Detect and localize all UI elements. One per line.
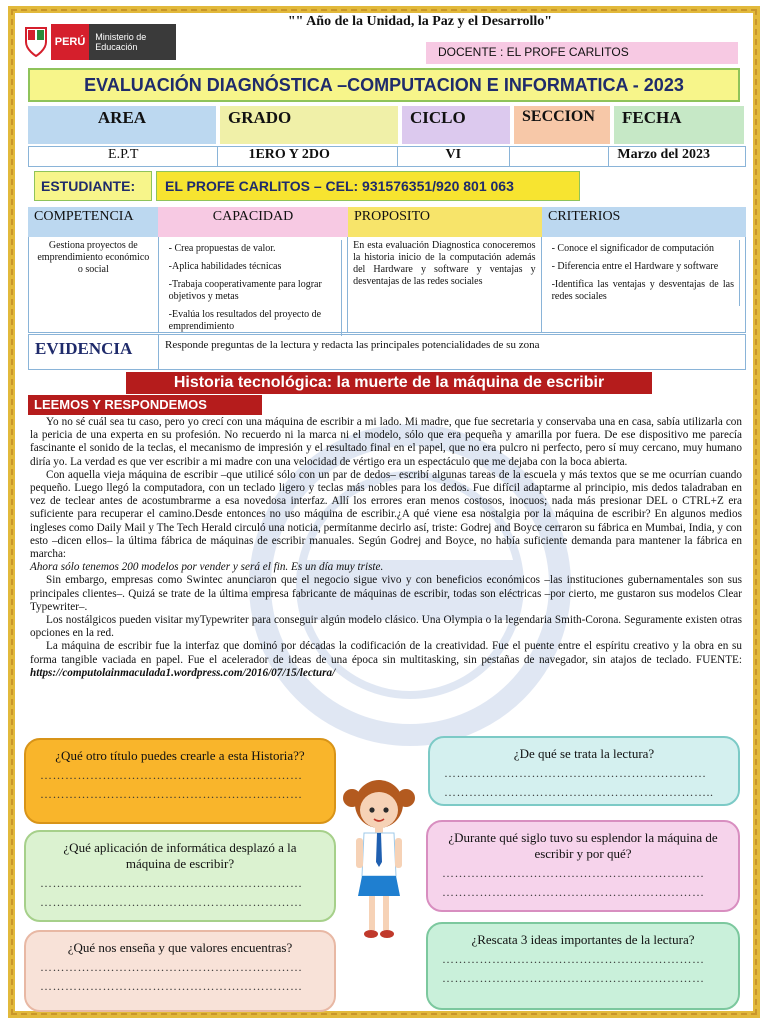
story-title: Historia tecnológica: la muerte de la máquina de escribir	[126, 372, 652, 394]
question-text: ¿Qué otro título puedes crearle a esta Historia??	[55, 748, 305, 763]
section-label: LEEMOS Y RESPONDEMOS	[28, 395, 262, 415]
proposito-text: En esta evaluación Diagnostica conoceremos la historia inicio de la computación además del Hardware y software y ventajas y desventajas de las redes sociales	[348, 237, 541, 332]
header-fecha: FECHA	[614, 106, 744, 144]
competence-table	[28, 207, 746, 333]
student-field[interactable]: EL PROFE CARLITOS – CEL: 931576351/920 801 063	[156, 171, 580, 201]
docente-label: DOCENTE : EL PROFE CARLITOS	[426, 42, 738, 64]
schoolgirl-illustration	[338, 772, 420, 952]
capacidad-item: -Aplica habilidades técnicas	[164, 258, 342, 276]
answer-line[interactable]: ………………………………………………………	[40, 960, 303, 974]
evidence-text: Responde preguntas de la lectura y redacta las principales potencialidades de su zona	[165, 339, 540, 351]
header-ciclo: CICLO	[402, 106, 510, 144]
info-header-row	[28, 106, 746, 144]
answer-line[interactable]: ………………………………………………………	[40, 895, 303, 909]
capacidad-item: -Trabaja cooperativamente para lograr objetivos y metas	[164, 276, 342, 306]
capacidad-list	[159, 237, 348, 332]
criterio-item: - Conoce el significador de computación	[547, 240, 740, 258]
question-box	[24, 738, 336, 824]
info-value-row	[28, 146, 746, 167]
competencia-text: Gestiona proyectos de emprendimiento económico o social	[29, 237, 159, 332]
header-proposito: PROPOSITO	[348, 207, 542, 237]
header-seccion: SECCION	[514, 106, 610, 144]
question-box	[426, 820, 740, 912]
reading-paragraph-text: La máquina de escribir fue la interfaz que dominó por décadas la codificación de la creatividad. Fue el puente entre el espíritu creativo y la obra en su forma tangible vaciada en papel. Fue el acelerador de ideas de una época sin multitasking, sin pestañas de navegador, sin atajos de teclado. FUENTE:	[30, 640, 742, 666]
question-text: ¿Durante qué siglo tuvo su esplendor la máquina de escribir y por qué?	[448, 830, 718, 861]
question-text: ¿Qué nos enseña y que valores encuentras?	[67, 940, 293, 955]
student-label: ESTUDIANTE:	[34, 171, 152, 201]
header-area: AREA	[28, 106, 216, 144]
reading-paragraph: Los nostálgicos pueden visitar myTypewriter para conseguir algún modelo clásico. Una Olympia o la legendaria Smith-Corona. Seguramente existen otras opciones en la red.	[30, 614, 742, 640]
answer-line[interactable]: ………………………………………………………	[40, 876, 303, 890]
reading-paragraph: Yo no sé cuál sea tu caso, pero yo crecí con una máquina de escribir a mi lado. Mi madre, que fue secretaria y conservaba una en casa, sabía utilizarla con la pericia de una experta en su profesión. No recuerdo ni la marca ni el modelo, sólo que era pequeña y amarilla por fuera. De ese dispositivo me parecía fascinante el sonido de la teclas, el mecanismo de impresión y el resultado final en el papel, que no era pulcro ni perfecto, pero sí muy cercano, muy humano diría yo. La verdad es que ver escribir a mi madre con una velocidad de vértigo era un espectáculo que me dejaba con la boca abierta.	[30, 416, 742, 468]
answer-line[interactable]: ………………………………………………………	[40, 979, 303, 993]
value-seccion	[510, 147, 610, 166]
answer-line[interactable]: ………………………………………………………..	[444, 785, 714, 799]
reading-quote: Ahora sólo tenemos 200 modelos por vender y será el fin. Es un día muy triste.	[30, 561, 384, 574]
peru-shield-icon	[22, 24, 51, 60]
evidence-row	[28, 334, 746, 370]
header-competencia: COMPETENCIA	[28, 207, 158, 237]
value-ciclo: VI	[398, 147, 510, 166]
minedu-logo	[22, 22, 176, 62]
question-box	[426, 922, 740, 1010]
capacidad-item: - Crea propuestas de valor.	[164, 240, 342, 258]
question-box	[24, 930, 336, 1012]
value-grado: 1ERO Y 2DO	[218, 147, 398, 166]
criterio-item: - Diferencia entre el Hardware y software	[547, 258, 740, 276]
logo-country: PERÚ	[51, 24, 90, 60]
value-fecha: Marzo del 2023	[617, 147, 710, 162]
question-box	[24, 830, 336, 922]
answer-line[interactable]: ………………………………………………………	[442, 952, 705, 966]
value-area: E.P.T	[29, 147, 218, 166]
question-text: ¿Qué aplicación de informática desplazó a la máquina de escribir?	[63, 840, 297, 871]
reading-paragraph	[30, 640, 742, 680]
answer-line[interactable]: ………………………………………………………	[442, 866, 705, 880]
answer-line[interactable]: ………………………………………………………	[40, 768, 303, 782]
answer-line[interactable]: ………………………………………………………	[442, 971, 705, 985]
question-text: ¿De qué se trata la lectura?	[513, 746, 655, 761]
answer-line[interactable]: ………………………………………………………	[40, 787, 303, 801]
criterios-list	[542, 237, 745, 332]
criterio-item: -Identifica las ventajas y desventajas de las redes sociales	[547, 276, 740, 306]
header-capacidad: CAPACIDAD	[158, 207, 348, 237]
evidence-label: EVIDENCIA	[29, 335, 159, 369]
question-text: ¿Rescata 3 ideas importantes de la lectura?	[471, 932, 695, 947]
header-criterios: CRITERIOS	[542, 207, 746, 237]
page-title: EVALUACIÓN DIAGNÓSTICA –COMPUTACION E INFORMATICA - 2023	[28, 68, 740, 102]
header-grado: GRADO	[220, 106, 398, 144]
answer-line[interactable]: ………………………………………………………	[444, 766, 707, 780]
question-box	[428, 736, 740, 806]
reading-paragraph: Con aquella vieja máquina de escribir –que utilicé sólo con un par de dedos– escribí algunas tareas de la escuela y más textos que se me ocurrían cuando pequeño. Luego llegó la computadora, con un teclado ligero y teclas más nobles para los dedos. Fue difícil adaptarme al principio, mis dedos taladraban en vez de teclear antes de acostumbrarme a esa novedosa interfaz. Allí los errores eran menos costosos, inocuos; nada más presionar DEL o CTRL+Z era suficiente para recuperar el camino.Desde entonces no uso máquina de escribir.¿A qué viene esa nostalgia por la máquina de escribir? En algunos medios ingleses como Daily Mail y The Tech Herald circuló una noticia, permítanme decirlo así, triste: Godrej and Boyce cerraron su fábrica en Mumbai, India, y con esto –dicen ellos– la última fábrica de máquinas de escribir manuales. Según Godrej and Boyce, no había suficiente demanda para mantener la fábrica en marcha:	[30, 468, 742, 561]
reading-paragraph: Sin embargo, empresas como Swintec anunciaron que el negocio sigue vivo y con beneficios económicos –las instituciones gubernamentales son sus principales clientes–. Quizá se trate de la última empresa fabricante de máquinas de escribir, todas son eléctricas –por cierto, me gustaron sus modelos Clear Typewriter–.	[30, 574, 742, 613]
reading-text	[30, 416, 742, 734]
year-motto: "" Año de la Unidad, la Paz y el Desarrollo"	[287, 14, 553, 29]
source-link[interactable]: https://computolainmaculada1.wordpress.com/2016/07/15/lectura/	[30, 666, 336, 679]
logo-ministry: Ministerio de Educación	[89, 24, 176, 60]
capacidad-item: -Evalúa los resultados del proyecto de emprendimiento	[164, 306, 342, 336]
answer-line[interactable]: ………………………………………………………	[442, 885, 705, 899]
